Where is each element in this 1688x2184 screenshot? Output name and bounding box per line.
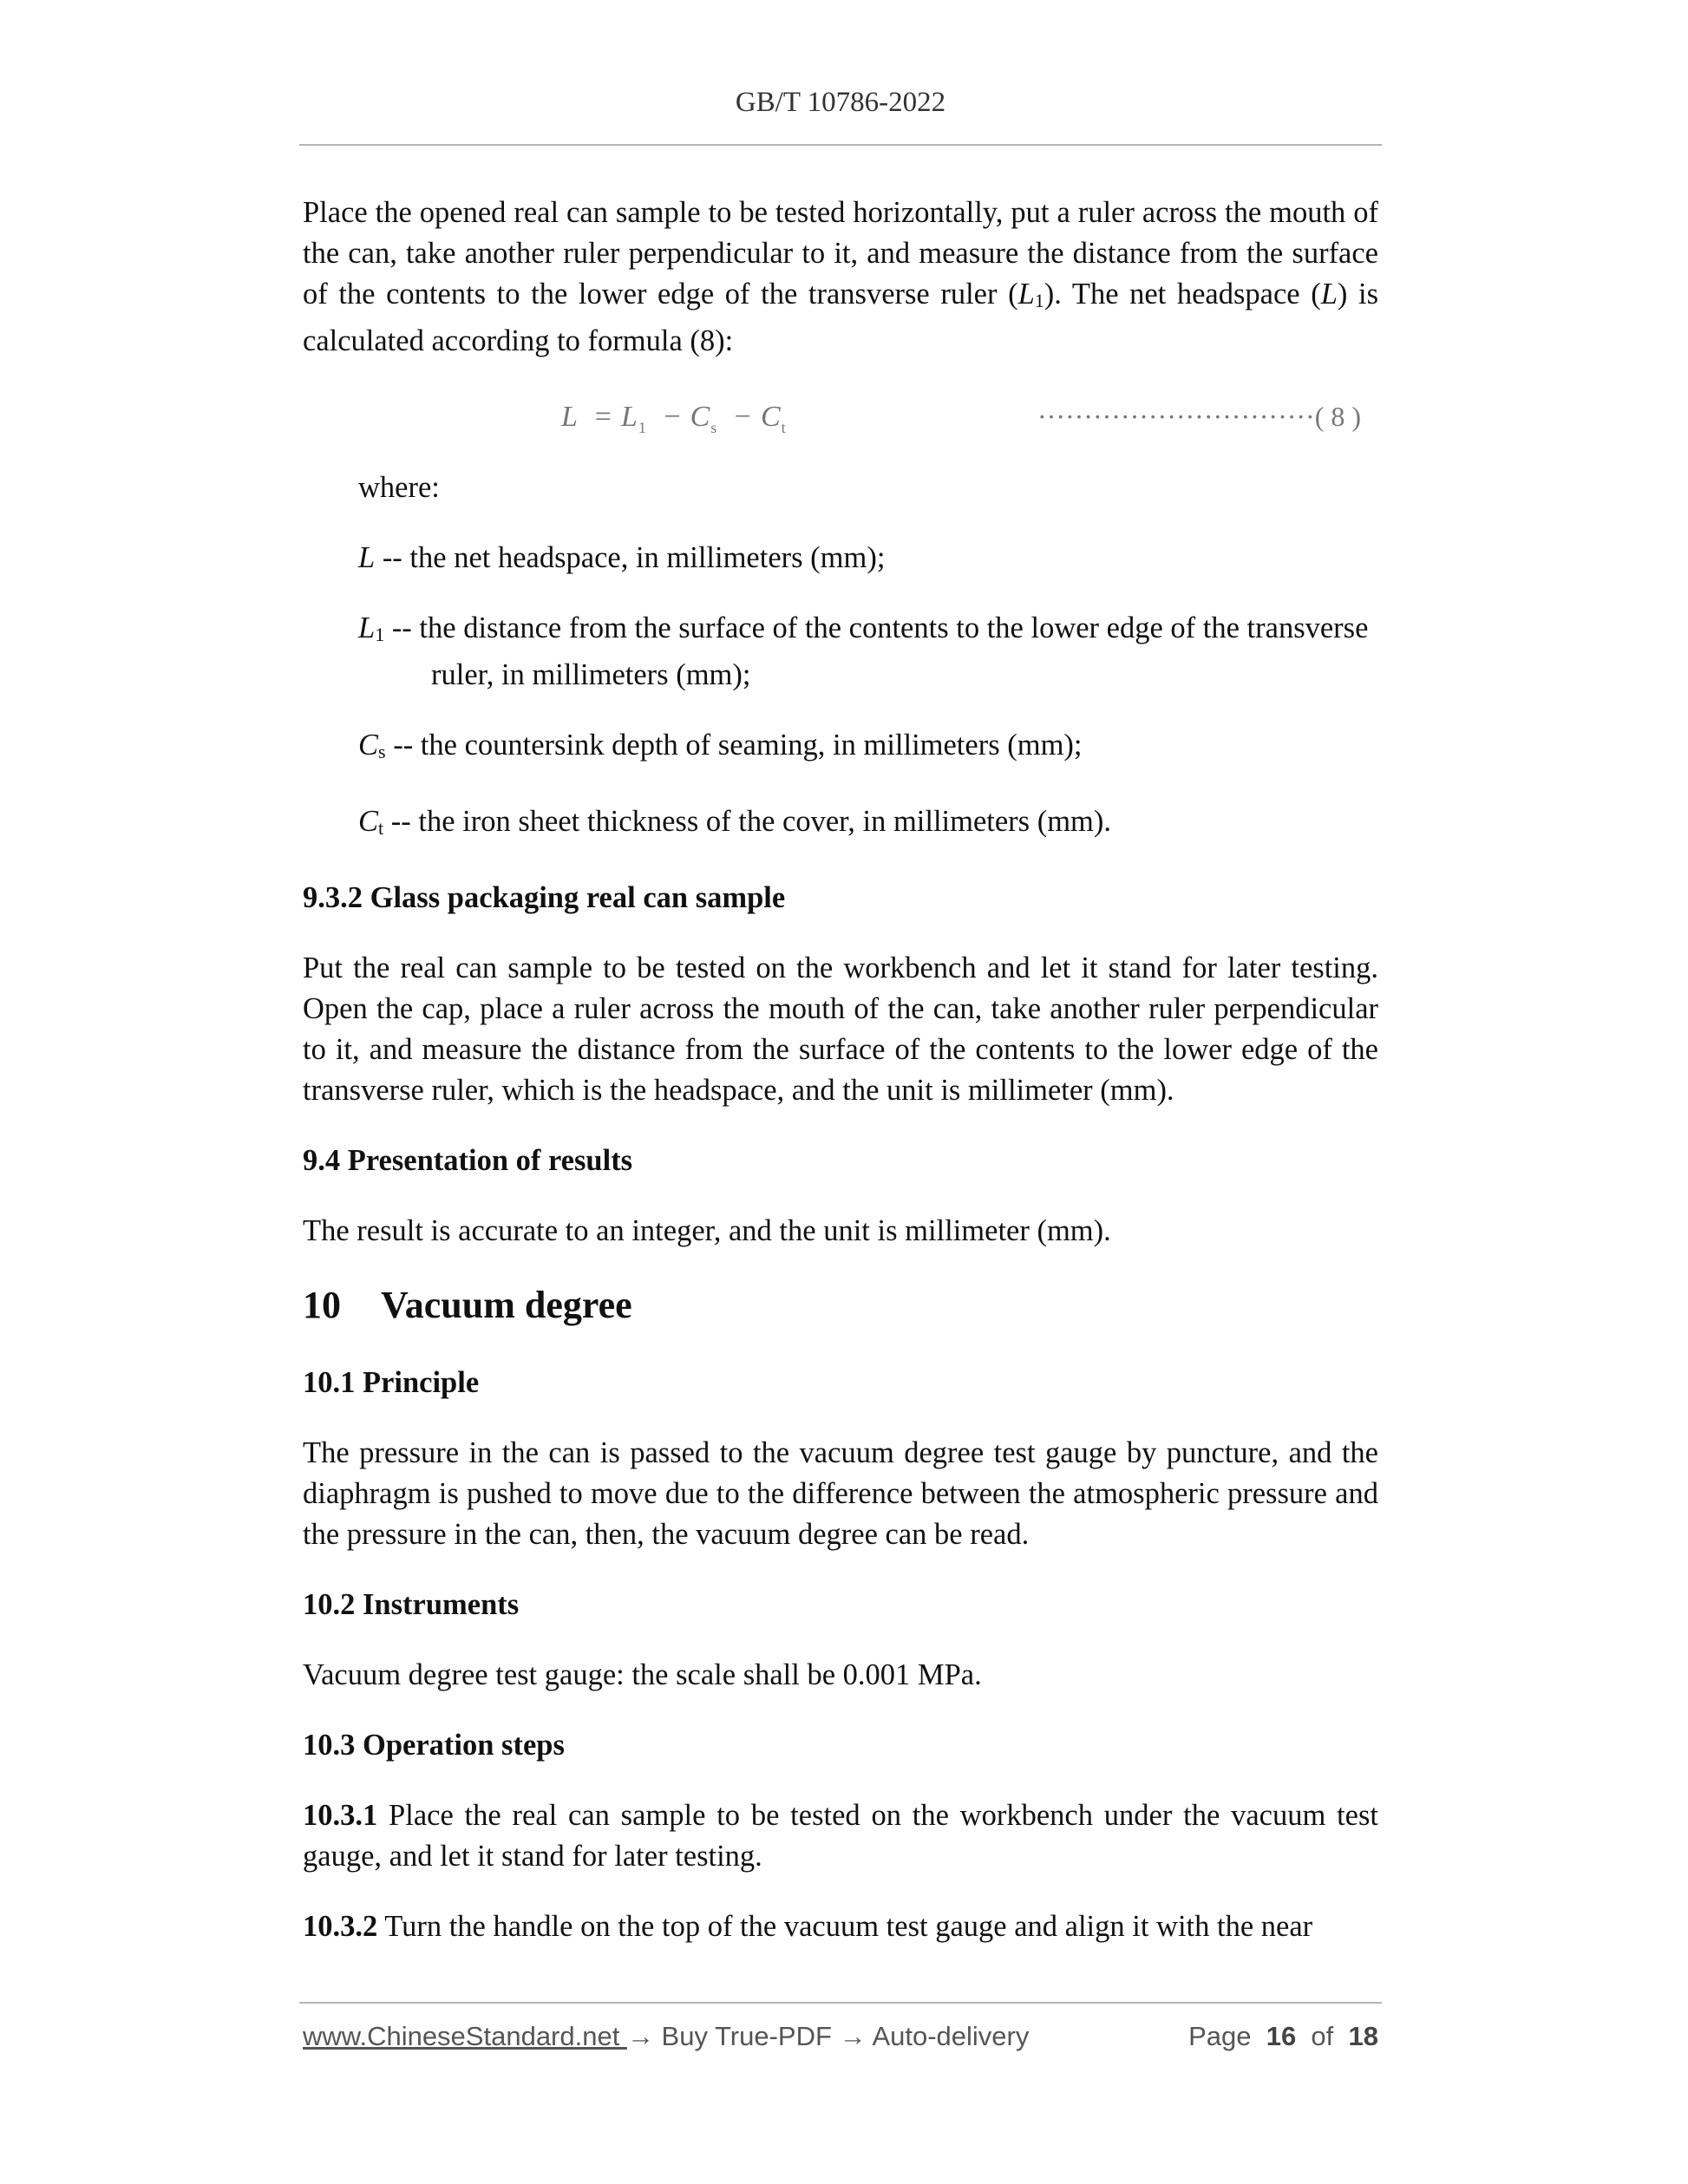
- website-link[interactable]: www.ChineseStandard.net: [303, 2021, 627, 2051]
- definition-symbol: [358, 729, 386, 762]
- formula-leader-dots: ······························: [1037, 401, 1315, 432]
- symbol-L: L: [1320, 278, 1338, 311]
- formula-Cs: C: [690, 401, 711, 433]
- section-text-10-2: Vacuum degree test gauge: the scale shall be 0.001 MPa.: [303, 1658, 982, 1691]
- page-total: 18: [1348, 2021, 1378, 2051]
- section-text-9-4: The result is accurate to an integer, and the unit is millimeter (mm).: [303, 1214, 1111, 1247]
- definition-symbol-letter: L: [358, 611, 376, 644]
- section-heading-9-4: 9.4 Presentation of results: [303, 1144, 633, 1177]
- clause-10-3-2: [303, 1906, 1378, 1947]
- definition-symbol-letter: L: [358, 541, 376, 574]
- definition-text: -- the countersink depth of seaming, in millimeters (mm);: [385, 729, 1083, 762]
- symbol-L1-letter: L: [1017, 278, 1035, 311]
- arrow-right-icon: →: [839, 2021, 867, 2051]
- chapter-heading-10: [303, 1281, 1378, 1330]
- definition-item: [358, 538, 1378, 579]
- page-header-standard: GB/T 10786-2022: [735, 87, 946, 118]
- section-heading-10-2: 10.2 Instruments: [303, 1588, 520, 1621]
- formula-L1: L: [620, 401, 638, 433]
- symbol-L1: [1018, 278, 1044, 311]
- chapter-title: Vacuum degree: [381, 1284, 632, 1326]
- page-number: 16: [1266, 2021, 1297, 2051]
- page-of-label: of: [1311, 2021, 1334, 2051]
- definition-symbol-subscript: s: [378, 741, 386, 762]
- definition-symbol: [358, 541, 375, 574]
- definition-symbol-letter: C: [358, 729, 379, 762]
- definition-symbol: [358, 805, 383, 838]
- definition-continuation: ruler, in millimeters (mm);: [431, 658, 751, 691]
- definition-item: [358, 725, 1378, 772]
- formula-expression: [561, 396, 787, 448]
- arrow-right-icon: →: [626, 2021, 654, 2051]
- definition-item: [358, 608, 1378, 696]
- formula-number-label: ( 8 ): [1314, 401, 1361, 432]
- clause-text: Turn the handle on the top of the vacuum test gauge and align it with the near: [377, 1910, 1313, 1943]
- section-text-9-3-2: Put the real can sample to be tested on the workbench and let it stand for later testing. Open the cap, place a ruler across the mouth of the can, take another ruler perpendicular to it, and measure the distance from the surface of the contents to the lower edge of the transverse ruler, which is the headspace, and the unit is millimeter (mm).: [303, 951, 1378, 1107]
- definition-symbol-subscript: 1: [375, 624, 385, 645]
- clause-10-3-1: [303, 1795, 1378, 1877]
- clause-number: 10.3.2: [303, 1910, 378, 1943]
- definition-text: -- the distance from the surface of the contents to the lower edge of the transverse: [384, 611, 1369, 644]
- symbol-L1-subscript: 1: [1034, 290, 1044, 311]
- clause-number: 10.3.1: [303, 1799, 378, 1832]
- formula-Ct-subscript: t: [781, 418, 787, 436]
- definition-text: -- the net headspace, in millimeters (mm);: [375, 541, 886, 574]
- where-label: where:: [358, 471, 440, 504]
- delivery-text: Auto-delivery: [866, 2021, 1030, 2051]
- chapter-number: 10: [303, 1284, 341, 1326]
- clause-text: Place the real can sample to be tested on the workbench under the vacuum test gauge, and let it stand for later testing.: [303, 1799, 1378, 1873]
- section-heading-10-3: 10.3 Operation steps: [303, 1729, 565, 1762]
- section-heading-10-1: 10.1 Principle: [303, 1366, 480, 1399]
- page-label: Page: [1188, 2021, 1252, 2051]
- intro-paragraph: [303, 193, 1378, 362]
- formula-minus: −: [664, 401, 682, 433]
- page-content: [303, 193, 1378, 1947]
- definition-item: [358, 801, 1378, 848]
- definition-text: -- the iron sheet thickness of the cover, in millimeters (mm).: [383, 805, 1111, 838]
- formula-minus: −: [734, 401, 752, 433]
- formula-L1-subscript: 1: [638, 418, 647, 436]
- intro-text: Place the opened real can sample to be tested horizontally, put a ruler across the mouth of the can, take another ruler perpendicular to it, and measure the distance from the surface of the contents to the lower edge of the transverse ruler (: [303, 196, 1378, 311]
- definition-symbol: [358, 611, 384, 644]
- formula-equals: =: [594, 401, 612, 433]
- formula-number: [1037, 396, 1361, 437]
- intro-text-end: ) is calculated according to formula (8):: [303, 278, 1378, 357]
- section-heading-9-3-2: 9.3.2 Glass packaging real can sample: [303, 881, 786, 914]
- page-indicator: [1188, 2021, 1378, 2052]
- formula-8: [303, 391, 1378, 447]
- footer-promo: [303, 2021, 1029, 2052]
- buy-text: Buy True-PDF: [653, 2021, 840, 2051]
- definition-symbol-letter: C: [358, 805, 379, 838]
- footer-rule: [299, 2002, 1382, 2004]
- definition-symbol-subscript: t: [378, 817, 384, 839]
- intro-text-tail: ). The net headspace (: [1044, 278, 1321, 311]
- section-text-10-1: The pressure in the can is passed to the vacuum degree test gauge by puncture, and the diaphragm is pushed to move due to the difference between the atmospheric pressure and the pressure in the can, then, the vacuum degree can be read.: [303, 1436, 1378, 1551]
- formula-Cs-subscript: s: [710, 418, 718, 436]
- header-rule: [299, 144, 1382, 146]
- formula-Ct: C: [760, 401, 782, 433]
- formula-L: L: [561, 401, 579, 433]
